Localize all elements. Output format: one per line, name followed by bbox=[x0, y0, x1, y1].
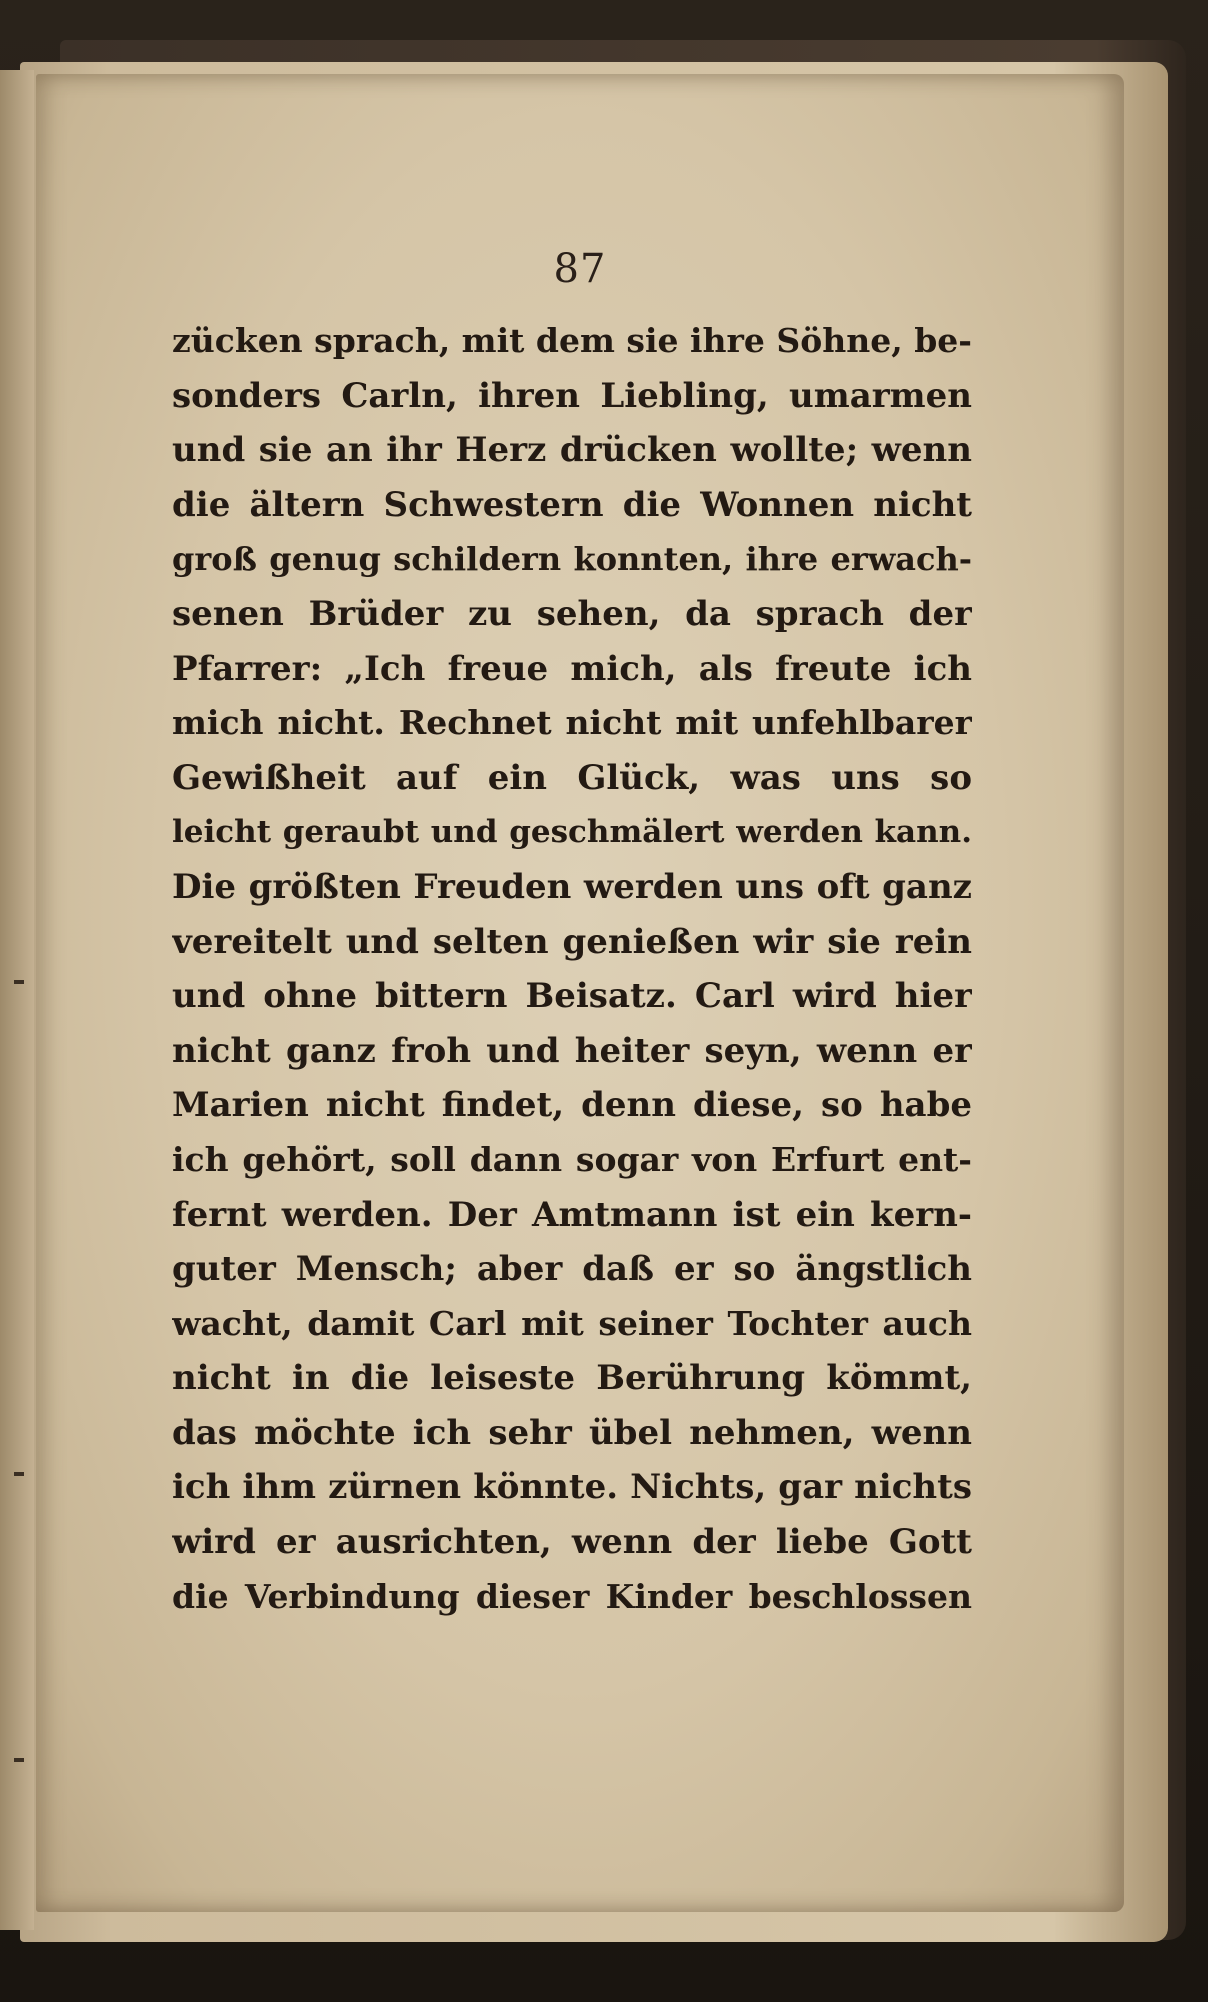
text-line: Gewißheit auf ein Glück, was uns so bbox=[172, 757, 972, 798]
text-line: Pfarrer: „Ich freue mich, als freute ich bbox=[172, 648, 972, 689]
edge-mark bbox=[14, 1472, 24, 1476]
previous-page-edge bbox=[0, 70, 34, 1930]
text-line: ich gehört, soll dann sogar von Erfurt ent- bbox=[172, 1139, 972, 1179]
book-page bbox=[36, 74, 1124, 1912]
text-line: das möchte ich sehr übel nehmen, wenn bbox=[172, 1412, 972, 1453]
text-line: senen Brüder zu sehen, da sprach der bbox=[172, 593, 972, 634]
text-line: Marien nicht findet, denn diese, so habe bbox=[172, 1085, 972, 1126]
text-line: vereitelt und selten genießen wir sie rein bbox=[172, 921, 972, 962]
text-line: mich nicht. Rechnet nicht mit unfehlbarer bbox=[172, 703, 972, 743]
text-line: die ältern Schwestern die Wonnen nicht bbox=[172, 484, 972, 525]
text-line: die Verbindung dieser Kinder beschlossen bbox=[172, 1576, 972, 1616]
page-text bbox=[172, 314, 972, 1624]
text-line: zücken sprach, mit dem sie ihre Söhne, be- bbox=[172, 321, 972, 360]
text-line: fernt werden. Der Amtmann ist ein kern- bbox=[172, 1194, 972, 1235]
edge-mark bbox=[14, 1758, 24, 1762]
page-number: 87 bbox=[553, 246, 607, 292]
text-line: und sie an ihr Herz drücken wollte; wenn bbox=[172, 430, 972, 471]
text-line: nicht ganz froh und heiter seyn, wenn er bbox=[172, 1030, 972, 1071]
text-line: und ohne bittern Beisatz. Carl wird hier bbox=[172, 976, 972, 1017]
text-line: ich ihm zürnen könnte. Nichts, gar nichts bbox=[172, 1467, 972, 1508]
text-line: groß genug schildern konnten, ihre erwach- bbox=[172, 540, 972, 579]
text-line: Die größten Freuden werden uns oft ganz bbox=[172, 866, 972, 907]
text-line: wird er ausrichten, wenn der liebe Gott bbox=[172, 1522, 972, 1563]
edge-mark bbox=[14, 980, 24, 984]
text-line: nicht in die leiseste Berührung kömmt, bbox=[172, 1358, 972, 1399]
text-line: sonders Carln, ihren Liebling, umarmen bbox=[172, 375, 972, 416]
text-line: guter Mensch; aber daß er so ängstlich bbox=[172, 1249, 972, 1290]
text-line: leicht geraubt und geschmälert werden kann. bbox=[172, 814, 972, 851]
text-line: wacht, damit Carl mit seiner Tochter auch bbox=[172, 1303, 972, 1343]
